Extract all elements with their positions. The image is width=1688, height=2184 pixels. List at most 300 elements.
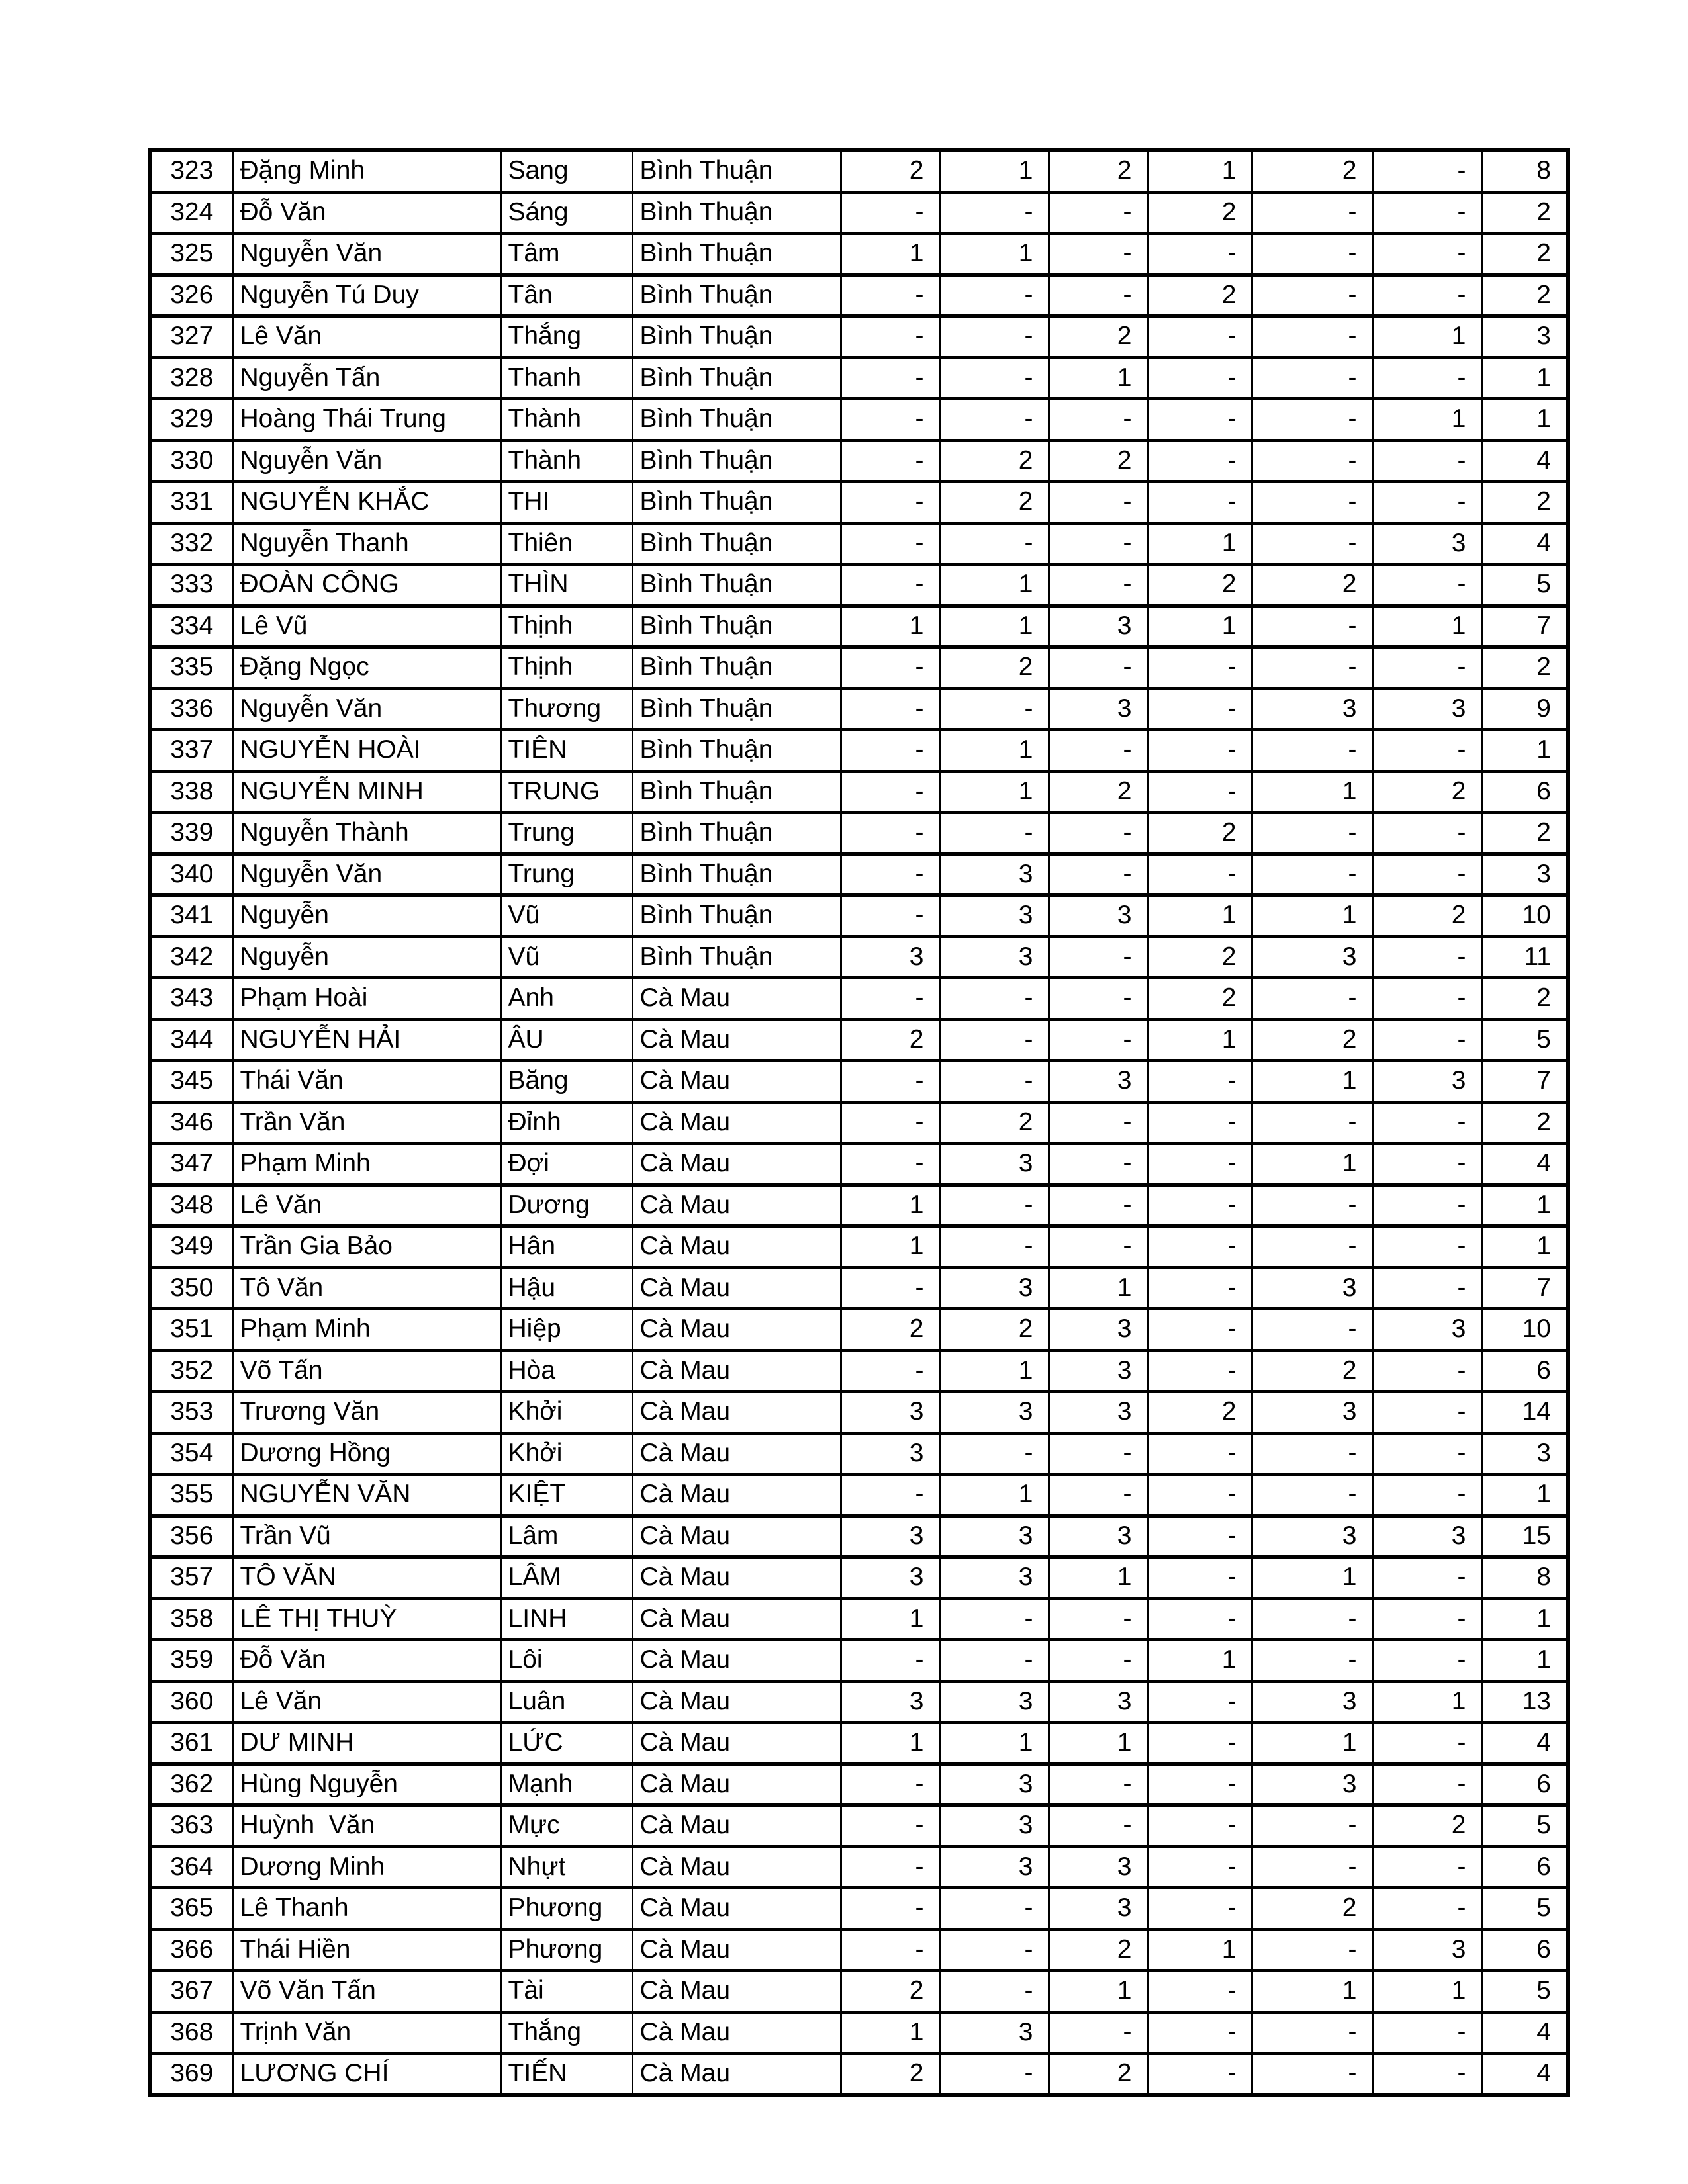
row-number-cell: 356 <box>150 1516 232 1557</box>
total-cell: 5 <box>1481 565 1568 606</box>
score-cell-4: - <box>1147 2054 1252 2095</box>
family-name-cell: Trung <box>500 854 632 895</box>
score-cell-6: - <box>1372 1846 1481 1888</box>
score-cell-5: - <box>1252 813 1372 854</box>
score-cell-4: 2 <box>1147 565 1252 606</box>
score-cell-1: 1 <box>841 1226 939 1268</box>
score-cell-6: - <box>1372 854 1481 895</box>
row-number-cell: 352 <box>150 1350 232 1392</box>
table-row <box>150 978 1568 1020</box>
score-cell-4: - <box>1147 440 1252 482</box>
score-cell-3: - <box>1049 482 1147 523</box>
score-cell-3: - <box>1049 1640 1147 1682</box>
score-cell-2: - <box>939 1888 1049 1930</box>
row-number-cell: 333 <box>150 565 232 606</box>
province-cell: Cà Mau <box>632 1681 841 1723</box>
score-cell-4: - <box>1147 1433 1252 1475</box>
table-row <box>150 1185 1568 1226</box>
given-name-cell: Nguyễn Thanh <box>232 523 500 565</box>
given-name-cell: Nguyễn <box>232 895 500 937</box>
table-row <box>150 316 1568 358</box>
score-cell-2: 3 <box>939 854 1049 895</box>
score-cell-2: - <box>939 357 1049 399</box>
score-cell-4: - <box>1147 1185 1252 1226</box>
total-cell: 3 <box>1481 1433 1568 1475</box>
given-name-cell: Trương Văn <box>232 1392 500 1433</box>
province-cell: Bình Thuận <box>632 813 841 854</box>
total-cell: 14 <box>1481 1392 1568 1433</box>
score-cell-5: - <box>1252 399 1372 441</box>
score-cell-3: 3 <box>1049 1392 1147 1433</box>
table-row <box>150 565 1568 606</box>
province-cell: Cà Mau <box>632 1267 841 1309</box>
score-cell-3: - <box>1049 978 1147 1020</box>
score-cell-2: 2 <box>939 440 1049 482</box>
total-cell: 7 <box>1481 1267 1568 1309</box>
score-cell-2: - <box>939 316 1049 358</box>
score-cell-4: 2 <box>1147 978 1252 1020</box>
total-cell: 5 <box>1481 1805 1568 1847</box>
score-cell-5: - <box>1252 1185 1372 1226</box>
score-cell-2: - <box>939 813 1049 854</box>
table-row <box>150 854 1568 895</box>
province-cell: Cà Mau <box>632 1598 841 1640</box>
family-name-cell: Mực <box>500 1805 632 1847</box>
score-cell-1: 1 <box>841 1185 939 1226</box>
score-cell-3: - <box>1049 854 1147 895</box>
family-name-cell: Sáng <box>500 192 632 234</box>
row-number-cell: 339 <box>150 813 232 854</box>
score-cell-5: - <box>1252 523 1372 565</box>
total-cell: 13 <box>1481 1681 1568 1723</box>
score-cell-5: - <box>1252 192 1372 234</box>
score-cell-5: - <box>1252 647 1372 689</box>
total-cell: 9 <box>1481 688 1568 730</box>
score-cell-6: - <box>1372 1433 1481 1475</box>
score-cell-1: - <box>841 813 939 854</box>
table-row <box>150 150 1568 192</box>
score-cell-1: - <box>841 523 939 565</box>
province-cell: Bình Thuận <box>632 730 841 772</box>
province-cell: Bình Thuận <box>632 399 841 441</box>
score-cell-5: - <box>1252 1805 1372 1847</box>
score-cell-1: - <box>841 978 939 1020</box>
province-cell: Cà Mau <box>632 1392 841 1433</box>
given-name-cell: Phạm Hoài <box>232 978 500 1020</box>
score-cell-2: 1 <box>939 1723 1049 1764</box>
given-name-cell: Lê Văn <box>232 316 500 358</box>
score-cell-1: 3 <box>841 1557 939 1599</box>
score-cell-6: 3 <box>1372 1061 1481 1103</box>
score-cell-4: 1 <box>1147 606 1252 647</box>
score-cell-2: 3 <box>939 936 1049 978</box>
score-cell-5: 3 <box>1252 1267 1372 1309</box>
score-cell-4: - <box>1147 1516 1252 1557</box>
score-cell-2: - <box>939 688 1049 730</box>
score-cell-1: 1 <box>841 1723 939 1764</box>
total-cell: 2 <box>1481 647 1568 689</box>
score-cell-2: - <box>939 1226 1049 1268</box>
family-name-cell: Tài <box>500 1971 632 2013</box>
score-cell-6: - <box>1372 440 1481 482</box>
score-cell-5: 2 <box>1252 1019 1372 1061</box>
family-name-cell: Anh <box>500 978 632 1020</box>
province-cell: Cà Mau <box>632 978 841 1020</box>
score-cell-2: 1 <box>939 1475 1049 1516</box>
score-cell-4: - <box>1147 771 1252 813</box>
score-cell-1: - <box>841 771 939 813</box>
table-row <box>150 1723 1568 1764</box>
score-cell-4: - <box>1147 1557 1252 1599</box>
score-cell-4: - <box>1147 316 1252 358</box>
score-cell-6: - <box>1372 1557 1481 1599</box>
family-name-cell: Hiệp <box>500 1309 632 1351</box>
score-cell-6: - <box>1372 1185 1481 1226</box>
score-cell-2: 3 <box>939 1267 1049 1309</box>
score-cell-3: 1 <box>1049 1267 1147 1309</box>
row-number-cell: 327 <box>150 316 232 358</box>
score-cell-2: - <box>939 978 1049 1020</box>
score-cell-1: - <box>841 399 939 441</box>
score-cell-5: - <box>1252 1598 1372 1640</box>
total-cell: 6 <box>1481 1764 1568 1805</box>
score-cell-5: 1 <box>1252 1557 1372 1599</box>
score-cell-4: - <box>1147 1805 1252 1847</box>
table-row <box>150 1144 1568 1185</box>
row-number-cell: 366 <box>150 1929 232 1971</box>
total-cell: 2 <box>1481 482 1568 523</box>
score-cell-1: - <box>841 688 939 730</box>
table-row <box>150 1805 1568 1847</box>
province-cell: Bình Thuận <box>632 895 841 937</box>
given-name-cell: Nguyễn Văn <box>232 440 500 482</box>
score-cell-2: - <box>939 1640 1049 1682</box>
family-name-cell: Luân <box>500 1681 632 1723</box>
total-cell: 2 <box>1481 1102 1568 1144</box>
score-cell-6: - <box>1372 1019 1481 1061</box>
province-cell: Cà Mau <box>632 1971 841 2013</box>
score-cell-1: - <box>841 647 939 689</box>
score-cell-2: - <box>939 399 1049 441</box>
row-number-cell: 369 <box>150 2054 232 2095</box>
score-cell-5: - <box>1252 1433 1372 1475</box>
score-cell-4: - <box>1147 1598 1252 1640</box>
row-number-cell: 345 <box>150 1061 232 1103</box>
score-cell-6: 2 <box>1372 771 1481 813</box>
total-cell: 1 <box>1481 399 1568 441</box>
score-cell-6: - <box>1372 1475 1481 1516</box>
row-number-cell: 353 <box>150 1392 232 1433</box>
row-number-cell: 348 <box>150 1185 232 1226</box>
score-cell-3: - <box>1049 1185 1147 1226</box>
score-cell-1: - <box>841 357 939 399</box>
score-cell-4: 2 <box>1147 936 1252 978</box>
score-cell-3: 3 <box>1049 1516 1147 1557</box>
table-row <box>150 1267 1568 1309</box>
table-row <box>150 647 1568 689</box>
province-cell: Bình Thuận <box>632 936 841 978</box>
table-row <box>150 357 1568 399</box>
given-name-cell: TÔ VĂN <box>232 1557 500 1599</box>
family-name-cell: Mạnh <box>500 1764 632 1805</box>
table-row <box>150 1681 1568 1723</box>
score-cell-1: - <box>841 1764 939 1805</box>
score-cell-6: - <box>1372 647 1481 689</box>
score-cell-5: 3 <box>1252 1764 1372 1805</box>
table-row <box>150 606 1568 647</box>
table-row <box>150 399 1568 441</box>
score-cell-4: - <box>1147 1971 1252 2013</box>
score-cell-6: - <box>1372 192 1481 234</box>
score-cell-3: 2 <box>1049 771 1147 813</box>
family-name-cell: KIỆT <box>500 1475 632 1516</box>
given-name-cell: Trần Vũ <box>232 1516 500 1557</box>
total-cell: 11 <box>1481 936 1568 978</box>
score-cell-1: - <box>841 565 939 606</box>
family-name-cell: Phương <box>500 1888 632 1930</box>
table-row <box>150 936 1568 978</box>
province-cell: Cà Mau <box>632 1433 841 1475</box>
table-row <box>150 1929 1568 1971</box>
score-cell-4: - <box>1147 1723 1252 1764</box>
score-cell-6: 3 <box>1372 1516 1481 1557</box>
given-name-cell: NGUYỄN HẢI <box>232 1019 500 1061</box>
score-cell-3: - <box>1049 1144 1147 1185</box>
family-name-cell: Tâm <box>500 234 632 275</box>
family-name-cell: Khởi <box>500 1392 632 1433</box>
score-cell-4: - <box>1147 854 1252 895</box>
score-cell-6: 1 <box>1372 1971 1481 2013</box>
score-cell-5: - <box>1252 2054 1372 2095</box>
score-cell-1: - <box>841 440 939 482</box>
given-name-cell: Huỳnh Văn <box>232 1805 500 1847</box>
score-cell-1: 1 <box>841 606 939 647</box>
score-cell-4: 1 <box>1147 150 1252 192</box>
province-cell: Cà Mau <box>632 1226 841 1268</box>
family-name-cell: Thịnh <box>500 606 632 647</box>
family-name-cell: TIÊN <box>500 730 632 772</box>
given-name-cell: Nguyễn Thành <box>232 813 500 854</box>
total-cell: 1 <box>1481 1598 1568 1640</box>
row-number-cell: 335 <box>150 647 232 689</box>
score-cell-5: - <box>1252 316 1372 358</box>
table-row <box>150 1309 1568 1351</box>
table-row <box>150 1392 1568 1433</box>
score-cell-4: 2 <box>1147 275 1252 316</box>
given-name-cell: Hoàng Thái Trung <box>232 399 500 441</box>
score-cell-6: - <box>1372 482 1481 523</box>
score-cell-6: - <box>1372 1598 1481 1640</box>
score-cell-6: - <box>1372 730 1481 772</box>
given-name-cell: Đỗ Văn <box>232 192 500 234</box>
score-cell-5: - <box>1252 978 1372 1020</box>
table-row <box>150 1475 1568 1516</box>
table-row <box>150 1019 1568 1061</box>
score-cell-3: 3 <box>1049 1846 1147 1888</box>
score-cell-5: - <box>1252 275 1372 316</box>
given-name-cell: Lê Thanh <box>232 1888 500 1930</box>
score-cell-5: - <box>1252 730 1372 772</box>
row-number-cell: 364 <box>150 1846 232 1888</box>
given-name-cell: Trần Gia Bảo <box>232 1226 500 1268</box>
given-name-cell: ĐOÀN CÔNG <box>232 565 500 606</box>
family-name-cell: THÌN <box>500 565 632 606</box>
score-cell-2: 1 <box>939 730 1049 772</box>
score-cell-3: - <box>1049 1805 1147 1847</box>
score-cell-2: 3 <box>939 895 1049 937</box>
table-row <box>150 2012 1568 2054</box>
score-cell-3: - <box>1049 192 1147 234</box>
score-cell-3: - <box>1049 523 1147 565</box>
score-cell-3: 2 <box>1049 1929 1147 1971</box>
given-name-cell: NGUYỄN KHẮC <box>232 482 500 523</box>
score-cell-6: 1 <box>1372 399 1481 441</box>
score-cell-5: - <box>1252 2012 1372 2054</box>
score-cell-1: 3 <box>841 1681 939 1723</box>
province-cell: Cà Mau <box>632 1185 841 1226</box>
score-cell-6: 3 <box>1372 688 1481 730</box>
row-number-cell: 325 <box>150 234 232 275</box>
table-row <box>150 1888 1568 1930</box>
score-cell-2: - <box>939 1929 1049 1971</box>
family-name-cell: Thương <box>500 688 632 730</box>
score-cell-3: 3 <box>1049 1681 1147 1723</box>
score-cell-2: - <box>939 1019 1049 1061</box>
score-cell-4: - <box>1147 1309 1252 1351</box>
score-cell-2: 1 <box>939 150 1049 192</box>
given-name-cell: Nguyễn Văn <box>232 234 500 275</box>
score-cell-2: 1 <box>939 234 1049 275</box>
table-row <box>150 895 1568 937</box>
score-cell-5: 3 <box>1252 1681 1372 1723</box>
row-number-cell: 358 <box>150 1598 232 1640</box>
score-cell-5: - <box>1252 1309 1372 1351</box>
row-number-cell: 363 <box>150 1805 232 1847</box>
table-row <box>150 234 1568 275</box>
score-cell-3: - <box>1049 1019 1147 1061</box>
score-cell-5: 1 <box>1252 1144 1372 1185</box>
score-cell-5: 3 <box>1252 1392 1372 1433</box>
given-name-cell: Nguyễn Văn <box>232 854 500 895</box>
score-cell-4: - <box>1147 1267 1252 1309</box>
score-cell-3: - <box>1049 565 1147 606</box>
province-cell: Cà Mau <box>632 1019 841 1061</box>
score-cell-4: - <box>1147 234 1252 275</box>
score-cell-6: - <box>1372 1267 1481 1309</box>
province-cell: Bình Thuận <box>632 688 841 730</box>
score-cell-5: - <box>1252 440 1372 482</box>
family-name-cell: Thanh <box>500 357 632 399</box>
family-name-cell: Băng <box>500 1061 632 1103</box>
given-name-cell: Thái Hiền <box>232 1929 500 1971</box>
score-cell-5: 3 <box>1252 688 1372 730</box>
score-cell-2: - <box>939 1971 1049 2013</box>
given-name-cell: Võ Văn Tấn <box>232 1971 500 2013</box>
score-cell-5: 1 <box>1252 895 1372 937</box>
table-row <box>150 523 1568 565</box>
family-name-cell: LỨC <box>500 1723 632 1764</box>
total-cell: 2 <box>1481 275 1568 316</box>
score-cell-6: - <box>1372 2012 1481 2054</box>
province-cell: Cà Mau <box>632 1309 841 1351</box>
score-cell-1: 2 <box>841 2054 939 2095</box>
score-cell-1: - <box>841 1888 939 1930</box>
province-cell: Bình Thuận <box>632 440 841 482</box>
family-name-cell: Thiên <box>500 523 632 565</box>
total-cell: 1 <box>1481 1185 1568 1226</box>
score-cell-2: 3 <box>939 1764 1049 1805</box>
table-row <box>150 1102 1568 1144</box>
total-cell: 2 <box>1481 234 1568 275</box>
score-cell-2: - <box>939 275 1049 316</box>
score-cell-1: - <box>841 1929 939 1971</box>
score-cell-6: 2 <box>1372 895 1481 937</box>
province-cell: Bình Thuận <box>632 647 841 689</box>
score-cell-2: 1 <box>939 771 1049 813</box>
row-number-cell: 355 <box>150 1475 232 1516</box>
score-cell-3: 1 <box>1049 1557 1147 1599</box>
score-cell-1: - <box>841 1350 939 1392</box>
row-number-cell: 337 <box>150 730 232 772</box>
total-cell: 1 <box>1481 1640 1568 1682</box>
total-cell: 7 <box>1481 1061 1568 1103</box>
table-row <box>150 771 1568 813</box>
total-cell: 5 <box>1481 1019 1568 1061</box>
total-cell: 2 <box>1481 813 1568 854</box>
score-cell-3: 3 <box>1049 895 1147 937</box>
score-cell-4: - <box>1147 688 1252 730</box>
score-cell-2: - <box>939 1598 1049 1640</box>
score-cell-6: 1 <box>1372 1681 1481 1723</box>
total-cell: 3 <box>1481 316 1568 358</box>
score-cell-5: 1 <box>1252 771 1372 813</box>
score-cell-6: - <box>1372 1226 1481 1268</box>
score-cell-2: 2 <box>939 1102 1049 1144</box>
given-name-cell: Trần Văn <box>232 1102 500 1144</box>
score-cell-2: 2 <box>939 482 1049 523</box>
score-cell-3: - <box>1049 2012 1147 2054</box>
score-cell-2: 3 <box>939 1392 1049 1433</box>
table-row <box>150 1764 1568 1805</box>
table-row <box>150 1061 1568 1103</box>
total-cell: 6 <box>1481 1350 1568 1392</box>
score-cell-5: - <box>1252 1102 1372 1144</box>
row-number-cell: 328 <box>150 357 232 399</box>
province-cell: Cà Mau <box>632 1102 841 1144</box>
family-name-cell: Vũ <box>500 936 632 978</box>
table-row <box>150 2054 1568 2095</box>
score-cell-2: 3 <box>939 2012 1049 2054</box>
score-cell-6: - <box>1372 1764 1481 1805</box>
score-cell-3: - <box>1049 730 1147 772</box>
score-cell-1: - <box>841 1475 939 1516</box>
score-cell-2: 3 <box>939 1144 1049 1185</box>
score-cell-6: - <box>1372 565 1481 606</box>
score-cell-6: - <box>1372 1640 1481 1682</box>
row-number-cell: 368 <box>150 2012 232 2054</box>
score-cell-1: - <box>841 1267 939 1309</box>
score-cell-1: 3 <box>841 1392 939 1433</box>
score-cell-4: 1 <box>1147 1019 1252 1061</box>
score-cell-2: 3 <box>939 1846 1049 1888</box>
score-cell-5: - <box>1252 357 1372 399</box>
score-cell-6: - <box>1372 1350 1481 1392</box>
score-cell-3: 2 <box>1049 2054 1147 2095</box>
family-name-cell: Thịnh <box>500 647 632 689</box>
score-cell-6: - <box>1372 813 1481 854</box>
total-cell: 6 <box>1481 1929 1568 1971</box>
row-number-cell: 343 <box>150 978 232 1020</box>
